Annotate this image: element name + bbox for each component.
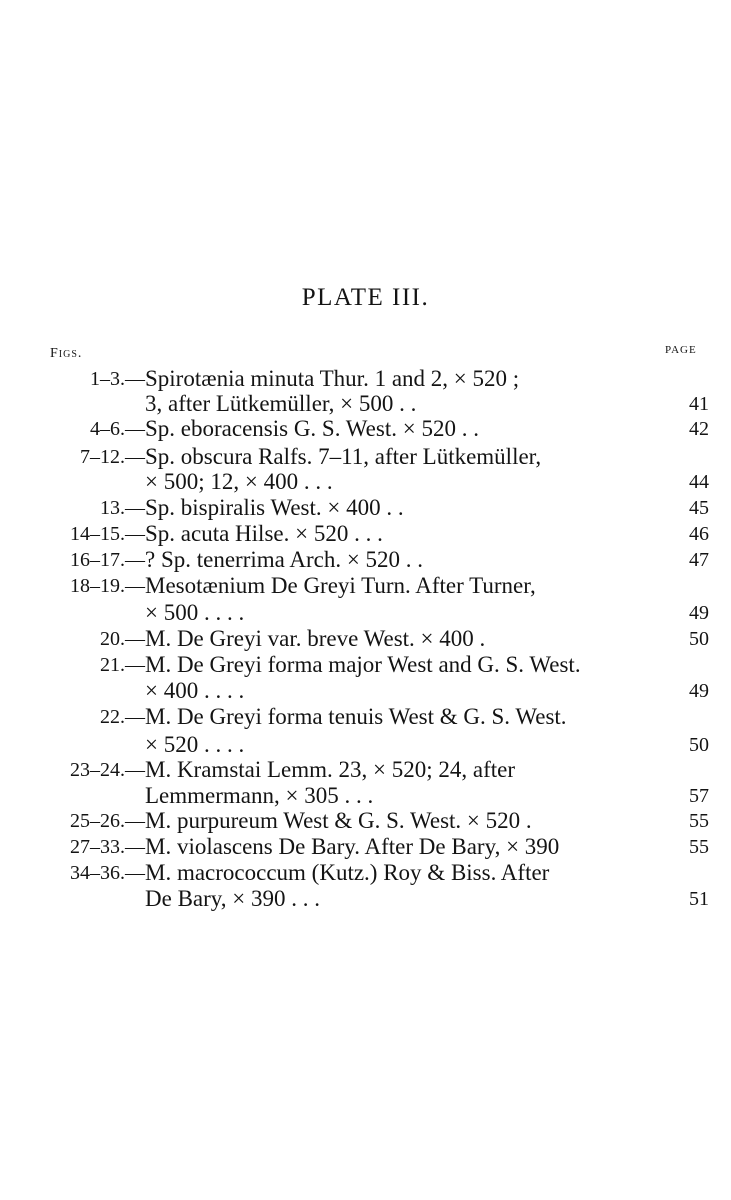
- page-number: 49: [689, 602, 709, 624]
- page-number: 41: [689, 393, 709, 415]
- page-number: 46: [689, 523, 709, 545]
- figure-number: 18–19.—: [70, 575, 145, 597]
- page-column-heading: PAGE: [665, 344, 697, 356]
- page-title: PLATE III.: [301, 284, 430, 311]
- page-number: 55: [689, 810, 709, 832]
- figure-description: × 400 . . . .: [145, 678, 245, 703]
- figure-description: M. violascens De Bary. After De Bary, × 390: [145, 834, 560, 859]
- figure-number: 25–26.—: [70, 810, 145, 832]
- figure-description: De Bary, × 390 . . .: [145, 886, 321, 911]
- page-number: 49: [689, 680, 709, 702]
- figure-number: 14–15.—: [70, 523, 145, 545]
- figure-description: Sp. eboracensis G. S. West. × 520 . .: [145, 416, 479, 441]
- figure-description: × 500; 12, × 400 . . .: [145, 469, 333, 494]
- figure-description: Spirotænia minuta Thur. 1 and 2, × 520 ;: [145, 366, 520, 391]
- page-number: 45: [689, 497, 709, 519]
- figure-number: 27–33.—: [70, 836, 145, 858]
- page-number: 42: [689, 418, 709, 440]
- figure-number: 1–3.—: [90, 368, 145, 390]
- figure-number: 7–12.—: [80, 446, 145, 468]
- page-number: 51: [689, 888, 709, 910]
- page-number: 55: [689, 836, 709, 858]
- figure-description: Sp. obscura Ralfs. 7–11, after Lütkemüller,: [145, 444, 542, 469]
- figure-number: 16–17.—: [70, 549, 145, 571]
- page-number: 44: [689, 471, 709, 493]
- figure-description: M. De Greyi forma tenuis West & G. S. West.: [145, 704, 567, 729]
- figure-number: 23–24.—: [70, 759, 145, 781]
- figure-description: M. purpureum West & G. S. West. × 520 .: [145, 808, 532, 833]
- figure-number: 20.—: [100, 628, 145, 650]
- figure-description: Sp. acuta Hilse. × 520 . . .: [145, 521, 383, 546]
- figs-column-heading: Figs.: [50, 346, 83, 361]
- figure-description: × 520 . . . .: [145, 732, 245, 757]
- figure-description: Sp. bispiralis West. × 400 . .: [145, 495, 404, 520]
- figure-description: 3, after Lütkemüller, × 500 . .: [145, 391, 417, 416]
- page-number: 47: [689, 549, 709, 571]
- figure-description: Lemmermann, × 305 . . .: [145, 783, 374, 808]
- figure-description: × 500 . . . .: [145, 600, 245, 625]
- figure-description: ? Sp. tenerrima Arch. × 520 . .: [145, 547, 424, 572]
- figure-number: 34–36.—: [70, 862, 145, 884]
- page-number: 50: [689, 734, 709, 756]
- list-item: [0, 571, 731, 601]
- figure-number: 22.—: [100, 706, 145, 728]
- figure-description: M. Kramstai Lemm. 23, × 520; 24, after: [145, 757, 516, 782]
- figure-number: 4–6.—: [90, 418, 145, 440]
- list-item: [0, 702, 731, 732]
- page-number: 50: [689, 628, 709, 650]
- figure-description: M. macrococcum (Kutz.) Roy & Biss. After: [145, 860, 550, 885]
- page-number: 57: [689, 785, 709, 807]
- figure-description: Mesotænium De Greyi Turn. After Turner,: [145, 573, 536, 598]
- figure-number: 21.—: [100, 654, 145, 676]
- list-item: [0, 414, 731, 444]
- figure-description: M. De Greyi forma major West and G. S. West.: [145, 652, 581, 677]
- figure-description: M. De Greyi var. breve West. × 400 .: [145, 626, 486, 651]
- list-item: [0, 884, 731, 914]
- figure-number: 13.—: [100, 497, 145, 519]
